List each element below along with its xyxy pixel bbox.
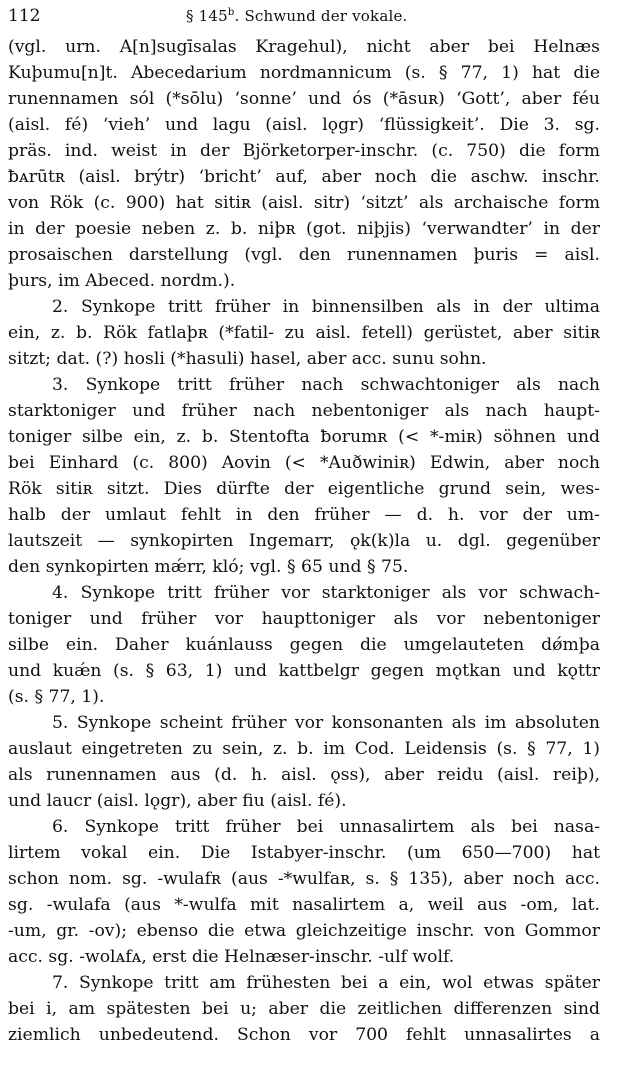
text-line: (s. § 77, 1). (8, 687, 105, 707)
text-line: ƀᴀrūtʀ (aisl. brýtr) ‘bricht’ auf, aber noch die aschw. inschr. (8, 167, 600, 187)
text-line: prosaischen darstellung (vgl. den runennamen þuris = aisl. (8, 245, 600, 265)
text-line: lirtem vokal ein. Die Istabyer-inschr. (um 650—700) hat (8, 843, 600, 863)
text-line: und laucr (aisl. lǫgr), aber fiu (aisl. fé). (8, 791, 347, 811)
text-line: þurs, im Abeced. nordm.). (8, 271, 236, 291)
text-line: sg. -wulafa (aus *-wulfa mit nasalirtem a, weil aus -om, lat. (8, 895, 600, 915)
page (8, 4, 600, 1048)
text-line: Kuþumu[n]t. Abecedarium nordmannicum (s. § 77, 1) hat die (8, 63, 600, 83)
text-line: 2. Synkope tritt früher in binnensilben als in der ultima (52, 297, 600, 317)
text-line: 4. Synkope tritt früher vor starktoniger als vor schwach- (52, 583, 600, 603)
text-line: in der poesie neben z. b. niþʀ (got. niþjis) ‘verwandter’ in der (8, 219, 600, 239)
text-line: (aisl. fé) ‘vieh’ und lagu (aisl. lǫgr) ‘flüssigkeit’. Die 3. sg. (8, 115, 600, 135)
text-line: 3. Synkope tritt früher nach schwachtoniger als nach (52, 375, 600, 395)
text-line: 5. Synkope scheint früher vor konsonanten als im absoluten (52, 713, 600, 733)
section-number: § 145 (186, 7, 228, 25)
running-head (186, 7, 408, 25)
page-header (8, 4, 600, 34)
text-line: silbe ein. Daher kuánlauss gegen die umgelauteten dǿmþa (8, 635, 600, 655)
text-line: 6. Synkope tritt früher bei unnasalirtem als bei nasa- (52, 817, 600, 837)
text-line: lautszeit — synkopirten Ingemarr, ǫk(k)la u. dgl. gegenüber (8, 531, 600, 551)
text-line: auslaut eingetreten zu sein, z. b. im Cod. Leidensis (s. § 77, 1) (8, 739, 600, 759)
text-line: von Rök (c. 900) hat sitiʀ (aisl. sitr) ‘sitzt’ als archaische form (8, 193, 600, 213)
text-line: als runennamen aus (d. h. aisl. ǫss), aber reidu (aisl. reiþ), (8, 765, 600, 785)
text-line: -um, gr. -ov); ebenso die etwa gleichzeitige inschr. von Gommor (8, 921, 600, 941)
text-line: ein, z. b. Rök fatlaþʀ (*fatil- zu aisl. fetell) gerüstet, aber sitiʀ (8, 323, 600, 343)
text-line: starktoniger und früher nach nebentoniger als nach haupt- (8, 401, 600, 421)
text-line: schon nom. sg. -wulafʀ (aus -*wulfaʀ, s. § 135), aber noch acc. (8, 869, 600, 889)
text-line: runennamen sól (*sōlu) ‘sonne’ und ós (*āsuʀ) ‘Gott’, aber féu (8, 89, 600, 109)
text-line: bei i, am spätesten bei u; aber die zeitlichen differenzen sind (8, 999, 600, 1019)
body-text (8, 34, 600, 1048)
text-line: sitzt; dat. (?) hosli (*hasuli) hasel, aber acc. sunu sohn. (8, 349, 487, 369)
text-line: (vgl. urn. A[n]sugīsalas Kragehul), nicht aber bei Helnæs (8, 37, 600, 57)
section-title: . Schwund der vokale. (234, 7, 408, 25)
text-line: bei Einhard (c. 800) Aovin (< *Auðwiniʀ) Edwin, aber noch (8, 453, 600, 473)
section-suffix: b (227, 7, 235, 18)
text-line: und kuǽn (s. § 63, 1) und kattbelgr gegen mǫtkan und kǫttr (8, 661, 600, 681)
text-line: toniger silbe ein, z. b. Stentofta ƀorumʀ (< *-miʀ) söhnen und (8, 427, 600, 447)
page-number: 112 (8, 6, 41, 26)
text-line: Rök sitiʀ sitzt. Dies dürfte der eigentliche grund sein, wes- (8, 479, 600, 499)
text-line: halb der umlaut fehlt in den früher — d. h. vor der um- (8, 505, 600, 525)
text-line: ziemlich unbedeutend. Schon vor 700 fehlt unnasalirtes a (8, 1025, 600, 1045)
text-line: acc. sg. -wolᴀfᴀ, erst die Helnæser-inschr. -ulf wolf. (8, 947, 455, 967)
text-line: toniger und früher vor haupttoniger als vor nebentoniger (8, 609, 600, 629)
text-line: den synkopirten mǽrr, kló; vgl. § 65 und § 75. (8, 557, 409, 577)
text-line: präs. ind. weist in der Björketorper-inschr. (c. 750) die form (8, 141, 600, 161)
text-line: 7. Synkope tritt am frühesten bei a ein, wol etwas später (52, 973, 600, 993)
